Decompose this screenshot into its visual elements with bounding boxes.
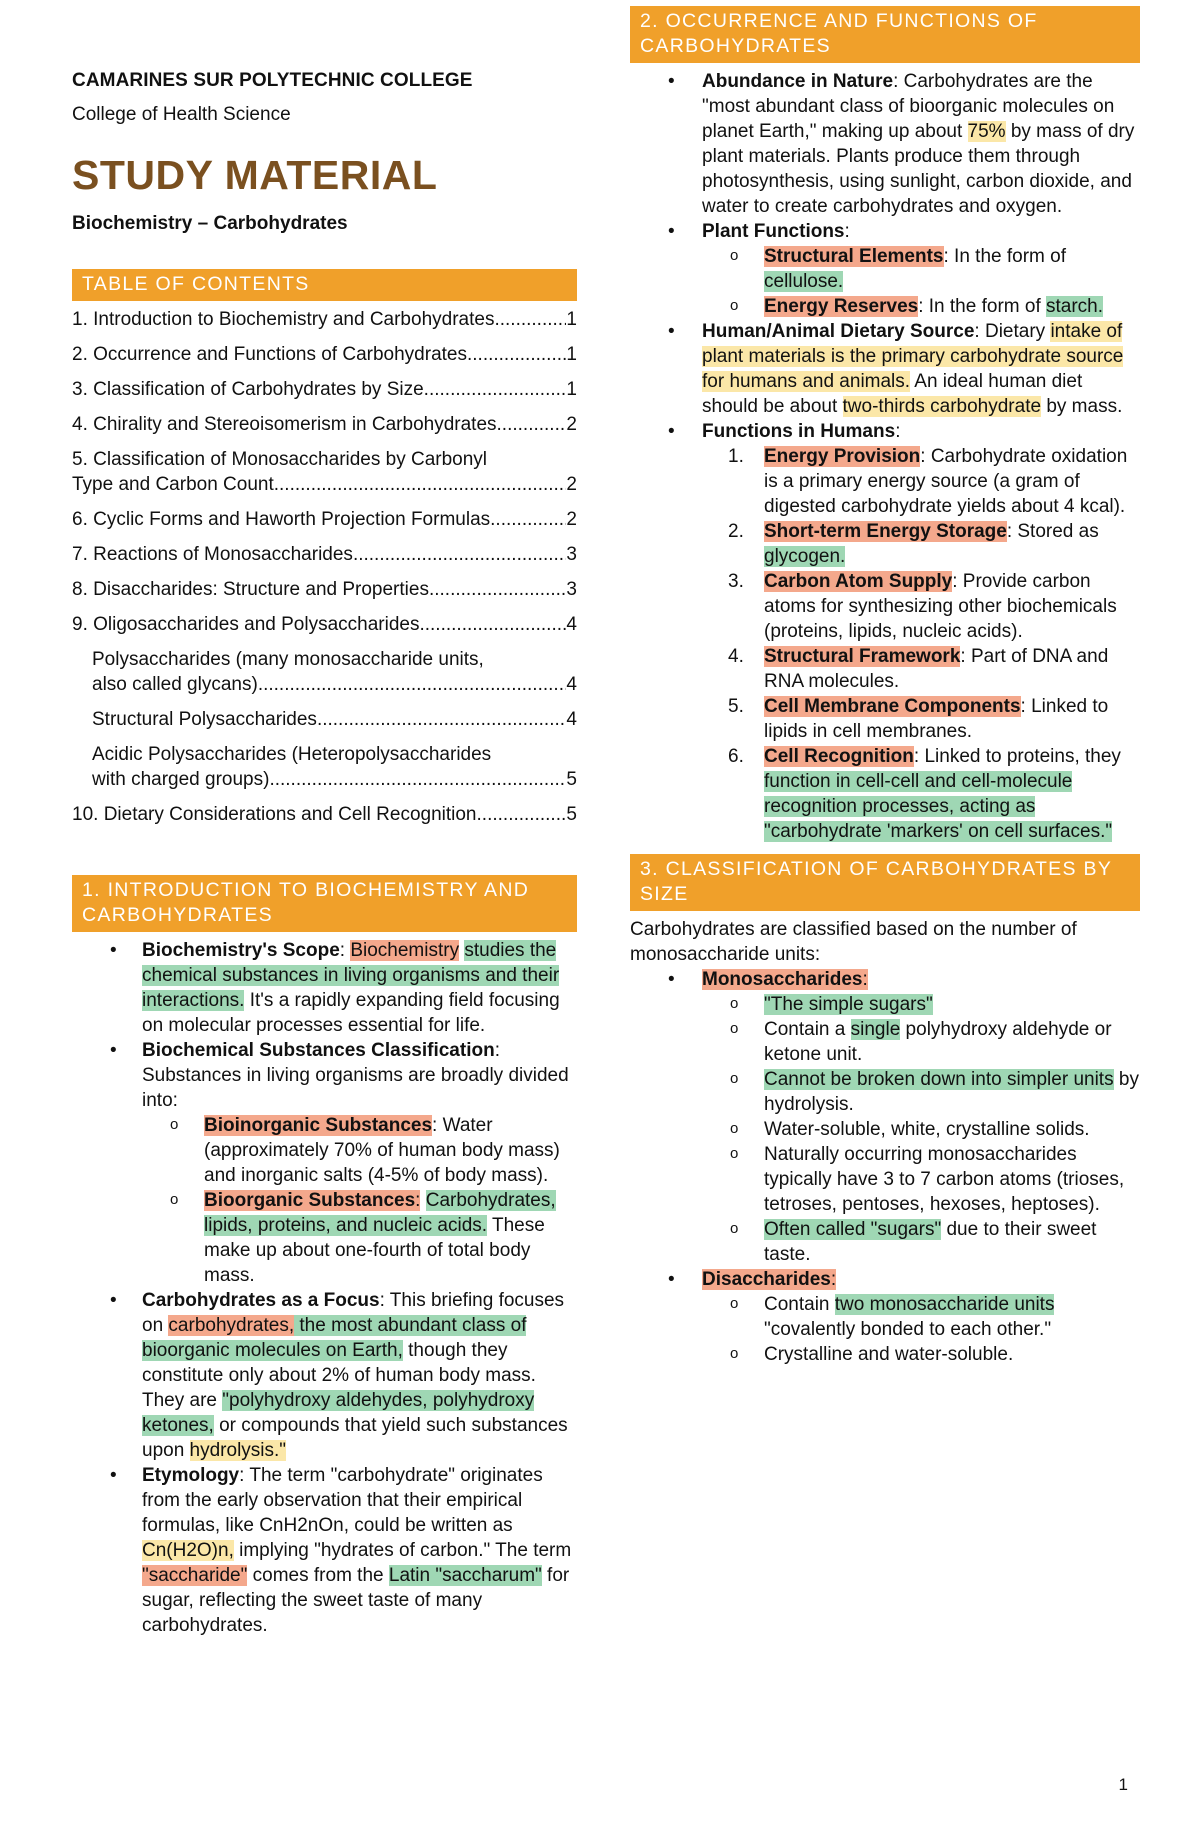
toc-item[interactable]: 4. Chirality and Stereoisomerism in Carbohydrates ..... 2 <box>72 412 577 437</box>
toc-item[interactable]: 6. Cyclic Forms and Haworth Projection Formulas ..... 2 <box>72 507 577 532</box>
toc-item[interactable]: 8. Disaccharides: Structure and Properties ..... 3 <box>72 577 577 602</box>
school-name: CAMARINES SUR POLYTECHNIC COLLEGE <box>72 70 473 91</box>
list-item: o Naturally occurring monosaccharides typically have 3 to 7 carbon atoms (trioses, tetroses, pentoses, hexoses, heptoses). <box>692 1142 1140 1217</box>
list-item: • Etymology: The term "carbohydrate" originates from the early observation that their empirical formulas, like CnH2nOn, could be written as Cn(H2O)n, implying "hydrates of carbon." The term "saccharide" comes from the Latin "saccharum" for sugar, reflecting the sweet taste of many carbohydrates. <box>72 1463 577 1638</box>
section-3-intro: Carbohydrates are classified based on the number of monosaccharide units: <box>630 919 1077 965</box>
section-1-body <box>72 938 577 1638</box>
toc-item[interactable]: Structural Polysaccharides ..... 4 <box>72 707 577 732</box>
list-item: • Abundance in Nature: Carbohydrates are the "most abundant class of bioorganic molecules on planet Earth," making up about 75% by mass of dry plant materials. Plants produce them through photosynthesis, using sunlight, carbon dioxide, and water to create carbohydrates and oxygen. <box>630 69 1140 219</box>
list-item: o Cannot be broken down into simpler units by hydrolysis. <box>692 1067 1140 1117</box>
section-3-heading: 3. CLASSIFICATION OF CARBOHYDRATES BY SIZE <box>630 854 1140 911</box>
list-item: • Disaccharides: o Contain two monosaccharide units "covalently bonded to each other." o Crystalline and water-soluble. <box>630 1267 1140 1367</box>
sub-list <box>692 244 1140 319</box>
list-item: • Functions in Humans: 1. Energy Provision: Carbohydrate oxidation is a primary energy source (a gram of digested carbohydrate yields about 4 kcal). 2. Short-term Energy Storage: Stored as glycogen. 3. Carbon Atom Supply: Provide carbon atoms for synthesizing other biochemicals (proteins, lipids, nucleic acids). 4. Structural Framework: Part of DNA and RNA molecules. 5. Cell Membrane Components: Linked to lipids in cell membranes. 6. Cell Recognition: Linked to proteins, they function in cell-cell and cell-molecule recognition processes, acting as "carbohydrate 'markers' on cell surfaces." <box>630 419 1140 844</box>
list-item: 1. Energy Provision: Carbohydrate oxidation is a primary energy source (a gram of digested carbohydrate yields about 4 kcal). <box>728 446 1128 517</box>
sub-list <box>692 992 1140 1267</box>
section-3-body <box>630 917 1140 1367</box>
document-title: STUDY MATERIAL <box>72 152 438 198</box>
list-item: o Crystalline and water-soluble. <box>692 1342 1140 1367</box>
college-name: College of Health Science <box>72 104 291 125</box>
toc-item[interactable]: Acidic Polysaccharides (Heteropolysaccharides with charged groups) ..... 5 <box>72 742 577 792</box>
functions-list <box>692 444 1140 844</box>
list-item: 2. Short-term Energy Storage: Stored as glycogen. <box>728 521 1099 567</box>
list-item: o Contain two monosaccharide units "covalently bonded to each other." <box>692 1292 1140 1342</box>
list-item: o Water-soluble, white, crystalline solids. <box>692 1117 1140 1142</box>
toc-item[interactable]: 9. Oligosaccharides and Polysaccharides ..... 4 <box>72 612 577 637</box>
list-item: 4. Structural Framework: Part of DNA and RNA molecules. <box>728 646 1109 692</box>
list-item: • Carbohydrates as a Focus: This briefing focuses on carbohydrates, the most abundant class of bioorganic molecules on Earth, though they constitute only about 2% of human body mass. They are "polyhydroxy aldehydes, polyhydroxy ketones, or compounds that yield such substances upon hydrolysis." <box>72 1288 577 1463</box>
list-item: o Energy Reserves: In the form of starch. <box>692 294 1140 319</box>
sub-list <box>132 1113 577 1288</box>
page-number: 1 <box>1118 1775 1128 1794</box>
toc-item[interactable]: 1. Introduction to Biochemistry and Carbohydrates ..... 1 <box>72 307 577 332</box>
list-item: o Structural Elements: In the form of cellulose. <box>692 244 1140 294</box>
list-item: o Bioorganic Substances: Carbohydrates, lipids, proteins, and nucleic acids. These make up about one-fourth of total body mass. <box>132 1188 577 1288</box>
section-2-list <box>630 69 1140 844</box>
list-item: o Bioinorganic Substances: Water (approximately 70% of human body mass) and inorganic salts (4-5% of body mass). <box>132 1113 577 1188</box>
list-item: 3. Carbon Atom Supply: Provide carbon atoms for synthesizing other biochemicals (proteins, lipids, nucleic acids). <box>728 571 1117 642</box>
list-item: • Human/Animal Dietary Source: Dietary intake of plant materials is the primary carbohydrate source for humans and animals. An ideal human diet should be about two-thirds carbohydrate by mass. <box>630 319 1140 419</box>
section-1-heading: 1. INTRODUCTION TO BIOCHEMISTRY AND CARBOHYDRATES <box>72 875 577 932</box>
toc-item[interactable]: 7. Reactions of Monosaccharides ..... 3 <box>72 542 577 567</box>
section-2-heading: 2. OCCURRENCE AND FUNCTIONS OF CARBOHYDRATES <box>630 6 1140 63</box>
list-item: 5. Cell Membrane Components: Linked to lipids in cell membranes. <box>728 696 1109 742</box>
list-item: • Plant Functions: o Structural Elements: In the form of cellulose. o Energy Reserves: In the form of starch. <box>630 219 1140 319</box>
list-item: o Often called "sugars" due to their sweet taste. <box>692 1217 1140 1267</box>
section-3-list <box>630 967 1140 1367</box>
list-item: o Contain a single polyhydroxy aldehyde or ketone unit. <box>692 1017 1140 1067</box>
sub-list <box>692 1292 1140 1367</box>
list-item: • Biochemical Substances Classification: Substances in living organisms are broadly divided into: o Bioinorganic Substances: Water (approximately 70% of human body mass) and inorganic salts (4-5% of body mass). o Bioorganic Substances: Carbohydrates, lipids, proteins, and nucleic acids. These make up about one-fourth of total body mass. <box>72 1038 577 1288</box>
list-item: • Monosaccharides: o "The simple sugars" o Contain a single polyhydroxy aldehyde or ketone unit. o Cannot be broken down into simpler units by hydrolysis. o Water-soluble, white, crystalline solids. o Naturally occurring monosaccharides typically have 3 to 7 carbon atoms (trioses, tetroses, pentoses, hexoses, heptoses). o Often called "sugars" due to their sweet taste. <box>630 967 1140 1267</box>
section-2-body <box>630 69 1140 844</box>
toc-item[interactable]: 5. Classification of Monosaccharides by Carbonyl Type and Carbon Count ..... 2 <box>72 447 577 497</box>
list-item: o "The simple sugars" <box>692 992 1140 1017</box>
toc-item[interactable]: Polysaccharides (many monosaccharide units, also called glycans) ..... 4 <box>72 647 577 697</box>
document-subtitle: Biochemistry – Carbohydrates <box>72 213 348 234</box>
list-item: • Biochemistry's Scope: Biochemistry studies the chemical substances in living organisms and their interactions. It's a rapidly expanding field focusing on molecular processes essential for life. <box>72 938 577 1038</box>
toc-item[interactable]: 3. Classification of Carbohydrates by Size ..... 1 <box>72 377 577 402</box>
toc-item[interactable]: 10. Dietary Considerations and Cell Recognition ..... 5 <box>72 802 577 827</box>
table-of-contents <box>72 307 577 827</box>
section-1-list <box>72 938 577 1638</box>
list-item: 6. Cell Recognition: Linked to proteins, they function in cell-cell and cell-molecule recognition processes, acting as "carbohydrate 'markers' on cell surfaces." <box>728 746 1121 842</box>
right-column <box>630 0 1140 1367</box>
toc-heading: TABLE OF CONTENTS <box>72 269 577 301</box>
left-column <box>72 70 577 1638</box>
toc-item[interactable]: 2. Occurrence and Functions of Carbohydrates ..... 1 <box>72 342 577 367</box>
